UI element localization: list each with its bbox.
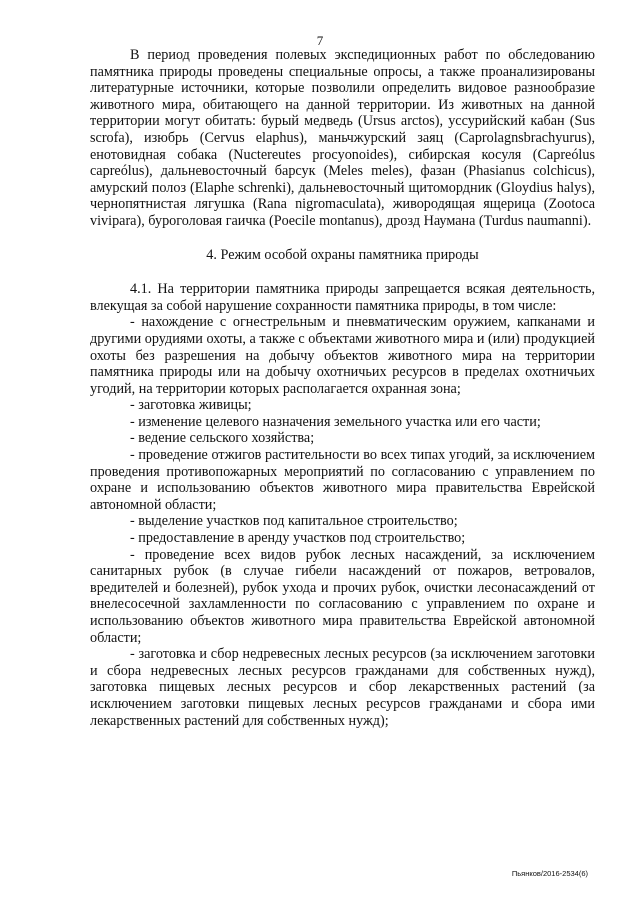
prohibition-item-resin: - заготовка живицы; [130,397,252,414]
prohibition-item-burning: - проведение отжигов растительности во всех типах угодий, за исключением проведения противопожарных мероприятий по согласованию с управлением по охране и использованию объектов животного мира правительства Еврейской автономной области; [90,447,595,513]
prohibition-item-lease: - предоставление в аренду участков под строительство; [130,530,466,547]
fauna-paragraph: В период проведения полевых экспедиционных работ по обследованию памятника природы проведены специальные опросы, а также проанализированы литературные источники, которые позволили определить видовое разнообразие животного мира, обитающего на данной территории. Из животных на данной территории могут обитать: бурый медведь (Ursus arctos), уссурийский кабан (Sus scrofa), изюбрь (Cervus elaphus), маньчжурский заяц (Caprolagnsbrachyurus), енотовидная собака (Nuctereutes procyonoides), сибирская косуля (Capreólus capreólus), дальневосточный барсук (Meles meles), фазан (Phasianus colchicus), амурский полоз (Elaphe schrenki), дальневосточный щитомордник (Gloydius halys), чернопятнистая лягушка (Rana nigromaculata), живородящая ящерица (Zootoca vivipara), буроголовая гаичка (Poecile montanus), дрозд Наумана (Turdus naumanni). [90,47,595,229]
page-number: 7 [316,33,324,48]
prohibition-item-land-purpose: - изменение целевого назначения земельного участка или его части; [130,413,541,430]
prohibition-item-construction-plots: - выделение участков под капитальное строительство; [130,513,458,530]
document-code: Пьянков/2016-2534(6) [511,869,588,878]
prohibition-item-logging: - проведение всех видов рубок лесных насаждений, за исключением санитарных рубок (в случае гибели насаждений от пожаров, ветровалов, вредителей и болезней), рубок ухода и прочих рубок, очистки лесонасаждений от внелесосечной захламленности по согласованию с управлением по охране и использованию объектов животного мира правительства Еврейской автономной области; [90,546,595,646]
prohibition-item-weapons: - нахождение с огнестрельным и пневматическим оружием, капканами и другими орудиями охоты, а также с объектами животного мира и (или) продукцией охоты без разрешения на добычу объектов животного мира на территории памятника природы или на добычу охотничьих ресурсов в пределах охотничьих угодий, на территории которых располагается охранная зона; [90,314,595,397]
prohibition-intro-paragraph: 4.1. На территории памятника природы запрещается всякая деятельность, влекущая за собой нарушение сохранности памятника природы, в том числе: [90,281,595,314]
prohibition-item-non-timber: - заготовка и сбор недревесных лесных ресурсов (за исключением заготовки и сбора недревесных лесных ресурсов гражданами для собственных нужд), заготовка пищевых лесных ресурсов и сбор лекарственных растений (за исключением заготовки пищевых лесных ресурсов гражданами и сбора ими лекарственных растений для собственных нужд); [90,646,595,729]
prohibition-item-agriculture: - ведение сельского хозяйства; [130,430,315,447]
section-heading: 4. Режим особой охраны памятника природы [206,246,479,263]
document-body [90,47,595,729]
